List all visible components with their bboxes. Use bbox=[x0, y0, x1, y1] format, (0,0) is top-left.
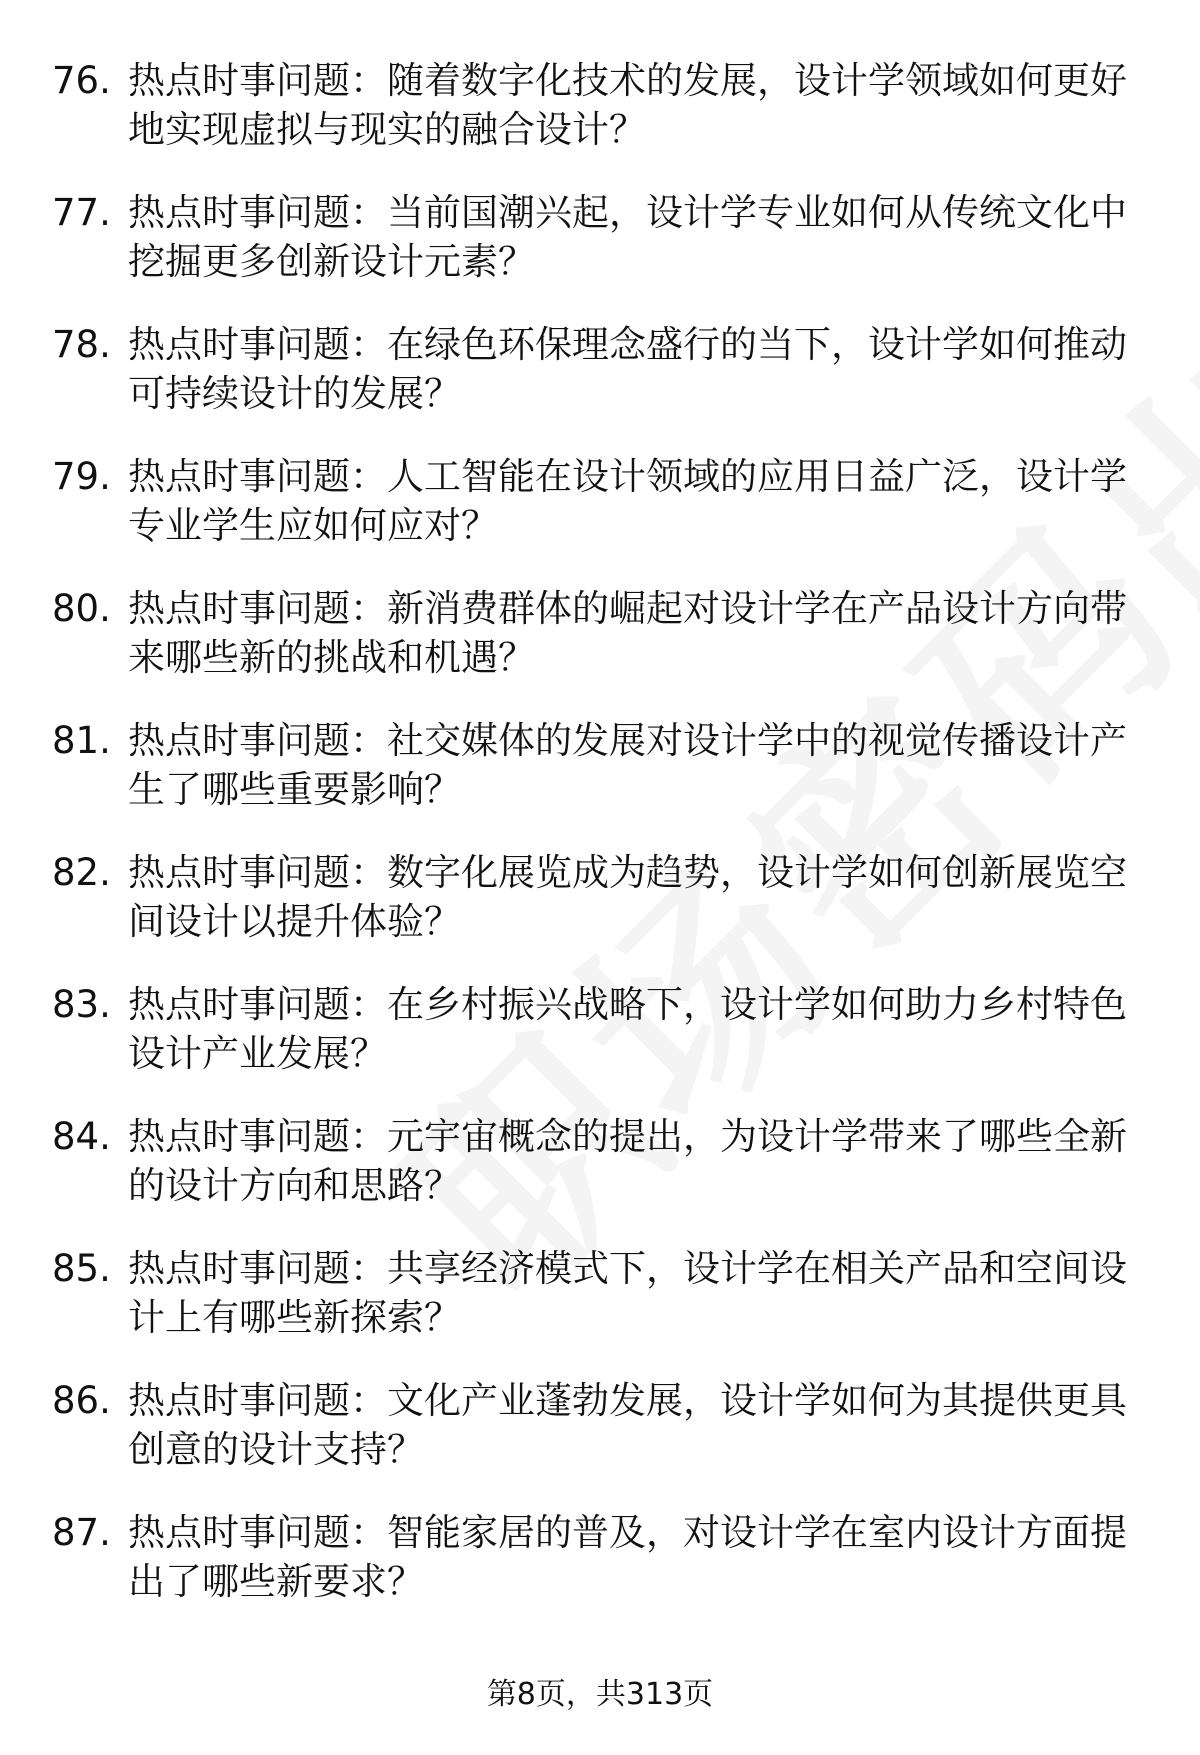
question-text: 热点时事问题：元宇宙概念的提出，为设计学带来了哪些全新的设计方向和思路？ bbox=[128, 1115, 1127, 1207]
question-text: 热点时事问题：社交媒体的发展对设计学中的视觉传播设计产生了哪些重要影响？ bbox=[128, 719, 1127, 811]
question-text: 热点时事问题：在乡村振兴战略下，设计学如何助力乡村特色设计产业发展？ bbox=[128, 983, 1127, 1075]
question-text: 热点时事问题：在绿色环保理念盛行的当下，设计学如何推动可持续设计的发展？ bbox=[128, 323, 1127, 415]
question-text: 热点时事问题：人工智能在设计领域的应用日益广泛，设计学专业学生应如何应对？ bbox=[128, 455, 1127, 547]
question-number: 76. bbox=[52, 59, 111, 102]
question-item bbox=[52, 1112, 1152, 1244]
question-text: 热点时事问题：新消费群体的崛起对设计学在产品设计方向带来哪些新的挑战和机遇？ bbox=[128, 587, 1127, 679]
question-number: 82. bbox=[52, 851, 111, 894]
question-number: 80. bbox=[52, 587, 111, 630]
question-number: 86. bbox=[52, 1379, 111, 1422]
question-item bbox=[52, 320, 1152, 452]
question-number: 79. bbox=[52, 455, 111, 498]
question-item bbox=[52, 1244, 1152, 1376]
question-number: 84. bbox=[52, 1115, 111, 1158]
question-number: 85. bbox=[52, 1247, 111, 1290]
question-item bbox=[52, 1508, 1152, 1640]
question-text: 热点时事问题：随着数字化技术的发展，设计学领域如何更好地实现虚拟与现实的融合设计？ bbox=[128, 59, 1127, 151]
question-item bbox=[52, 1376, 1152, 1508]
question-number: 83. bbox=[52, 983, 111, 1026]
question-item bbox=[52, 188, 1152, 320]
question-text: 热点时事问题：当前国潮兴起，设计学专业如何从传统文化中挖掘更多创新设计元素？ bbox=[128, 191, 1127, 283]
page-number: 第8页，共313页 bbox=[486, 1677, 714, 1712]
question-item bbox=[52, 452, 1152, 584]
question-item bbox=[52, 980, 1152, 1112]
question-text: 热点时事问题：智能家居的普及，对设计学在室内设计方面提出了哪些新要求？ bbox=[128, 1511, 1127, 1603]
question-number: 81. bbox=[52, 719, 111, 762]
question-item bbox=[52, 716, 1152, 848]
question-item bbox=[52, 848, 1152, 980]
question-item bbox=[52, 56, 1152, 188]
question-number: 87. bbox=[52, 1511, 111, 1554]
question-number: 77. bbox=[52, 191, 111, 234]
question-number: 78. bbox=[52, 323, 111, 366]
question-text: 热点时事问题：共享经济模式下，设计学在相关产品和空间设计上有哪些新探索？ bbox=[128, 1247, 1127, 1339]
question-text: 热点时事问题：数字化展览成为趋势，设计学如何创新展览空间设计以提升体验？ bbox=[128, 851, 1127, 943]
question-list bbox=[52, 56, 1152, 1640]
question-item bbox=[52, 584, 1152, 716]
question-text: 热点时事问题：文化产业蓬勃发展，设计学如何为其提供更具创意的设计支持？ bbox=[128, 1379, 1127, 1471]
